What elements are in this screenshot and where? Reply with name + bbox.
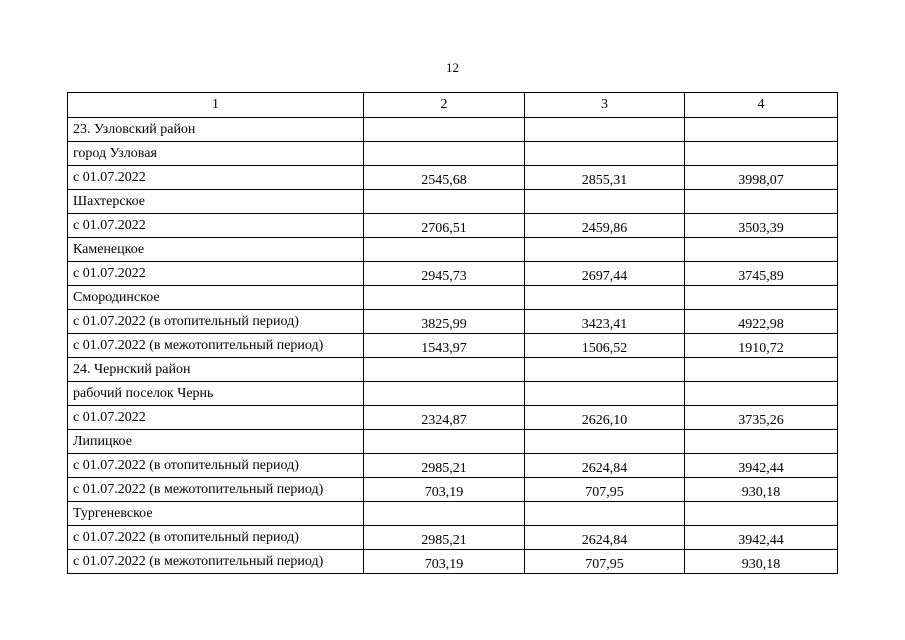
table-row	[68, 502, 838, 526]
row-label: Шахтерское	[68, 190, 364, 214]
value-cell	[525, 502, 685, 526]
row-label: с 01.07.2022	[68, 214, 364, 238]
row-label: с 01.07.2022	[68, 166, 364, 190]
value-cell: 707,95	[525, 550, 685, 574]
column-header: 3	[525, 93, 685, 118]
table-row	[68, 166, 838, 190]
value-cell	[525, 190, 685, 214]
value-cell	[364, 142, 525, 166]
value-cell	[364, 430, 525, 454]
value-cell: 3503,39	[685, 214, 838, 238]
table-row	[68, 454, 838, 478]
row-label: с 01.07.2022 (в межотопительный период)	[68, 550, 364, 574]
value-cell	[525, 286, 685, 310]
value-cell: 4922,98	[685, 310, 838, 334]
table-row	[68, 334, 838, 358]
row-label: с 01.07.2022 (в отопительный период)	[68, 526, 364, 550]
value-cell	[685, 430, 838, 454]
tariff-table	[67, 92, 838, 574]
table-row	[68, 478, 838, 502]
value-cell: 2697,44	[525, 262, 685, 286]
value-cell: 3745,89	[685, 262, 838, 286]
column-header: 4	[685, 93, 838, 118]
value-cell: 2459,86	[525, 214, 685, 238]
table-header-row	[68, 93, 838, 118]
table-row	[68, 358, 838, 382]
row-label: с 01.07.2022 (в межотопительный период)	[68, 478, 364, 502]
value-cell	[685, 142, 838, 166]
table-row	[68, 262, 838, 286]
row-label: Смородинское	[68, 286, 364, 310]
value-cell: 2855,31	[525, 166, 685, 190]
value-cell	[685, 382, 838, 406]
table-row	[68, 142, 838, 166]
table-row	[68, 118, 838, 142]
row-label: 24. Чернский район	[68, 358, 364, 382]
value-cell: 3735,26	[685, 406, 838, 430]
value-cell	[364, 118, 525, 142]
value-cell	[364, 286, 525, 310]
row-label: с 01.07.2022	[68, 406, 364, 430]
value-cell	[685, 238, 838, 262]
value-cell	[364, 358, 525, 382]
value-cell: 3423,41	[525, 310, 685, 334]
value-cell: 3942,44	[685, 454, 838, 478]
table-row	[68, 286, 838, 310]
row-label: 23. Узловский район	[68, 118, 364, 142]
row-label: город Узловая	[68, 142, 364, 166]
value-cell: 2985,21	[364, 454, 525, 478]
value-cell: 703,19	[364, 478, 525, 502]
value-cell	[685, 286, 838, 310]
value-cell	[525, 358, 685, 382]
value-cell: 2624,84	[525, 526, 685, 550]
value-cell: 2624,84	[525, 454, 685, 478]
value-cell: 3825,99	[364, 310, 525, 334]
column-header: 1	[68, 93, 364, 118]
value-cell: 2626,10	[525, 406, 685, 430]
value-cell: 1543,97	[364, 334, 525, 358]
table-row	[68, 550, 838, 574]
row-label: с 01.07.2022	[68, 262, 364, 286]
table-row	[68, 190, 838, 214]
table-row	[68, 310, 838, 334]
value-cell	[525, 118, 685, 142]
value-cell: 703,19	[364, 550, 525, 574]
value-cell	[525, 238, 685, 262]
table-row	[68, 526, 838, 550]
value-cell	[364, 502, 525, 526]
page-number: 12	[446, 60, 459, 75]
value-cell: 1506,52	[525, 334, 685, 358]
value-cell	[685, 118, 838, 142]
row-label: Липицкое	[68, 430, 364, 454]
value-cell: 707,95	[525, 478, 685, 502]
value-cell: 2324,87	[364, 406, 525, 430]
value-cell: 930,18	[685, 550, 838, 574]
table-row	[68, 382, 838, 406]
value-cell: 1910,72	[685, 334, 838, 358]
table-row	[68, 406, 838, 430]
row-label: с 01.07.2022 (в отопительный период)	[68, 454, 364, 478]
value-cell	[525, 430, 685, 454]
table-row	[68, 214, 838, 238]
value-cell	[364, 382, 525, 406]
value-cell: 930,18	[685, 478, 838, 502]
value-cell: 2706,51	[364, 214, 525, 238]
value-cell	[364, 190, 525, 214]
value-cell: 2985,21	[364, 526, 525, 550]
value-cell	[364, 238, 525, 262]
value-cell: 3998,07	[685, 166, 838, 190]
row-label: с 01.07.2022 (в отопительный период)	[68, 310, 364, 334]
row-label: рабочий поселок Чернь	[68, 382, 364, 406]
row-label: Тургеневское	[68, 502, 364, 526]
value-cell	[685, 358, 838, 382]
value-cell	[685, 190, 838, 214]
table-row	[68, 238, 838, 262]
value-cell: 3942,44	[685, 526, 838, 550]
value-cell	[685, 502, 838, 526]
value-cell: 2945,73	[364, 262, 525, 286]
row-label: Каменецкое	[68, 238, 364, 262]
value-cell	[525, 142, 685, 166]
row-label: с 01.07.2022 (в межотопительный период)	[68, 334, 364, 358]
value-cell	[525, 382, 685, 406]
table-row	[68, 430, 838, 454]
column-header: 2	[364, 93, 525, 118]
value-cell: 2545,68	[364, 166, 525, 190]
